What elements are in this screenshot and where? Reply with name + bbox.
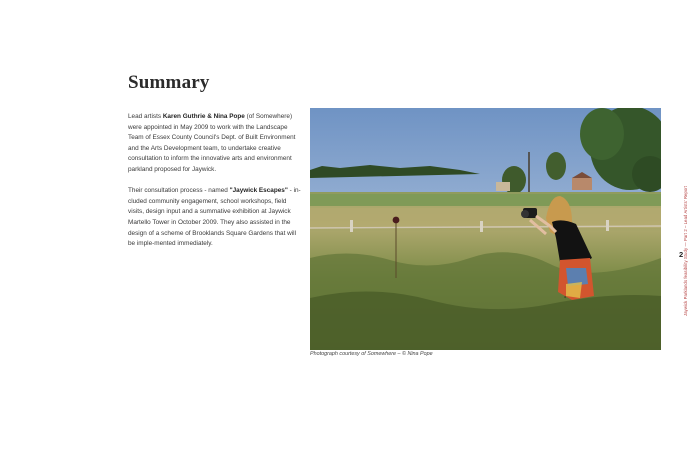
paragraph-1-intro: Lead artists — [128, 113, 163, 120]
paragraph-2-body: - in-cluded community engagement, school workshops, field visits, design input and a summative exhibition at Jaywick Martello Tower in October 2009. They also assisted in the design of a scheme of Brooklands Square Gardens that will be imple-mented immediately. — [128, 187, 301, 248]
artist-names: Karen Guthrie & Nina Pope — [162, 113, 245, 120]
summary-paragraph-2 — [128, 186, 304, 250]
page-number: 2 — [679, 250, 684, 259]
project-name: "Jaywick Escapes" — [229, 187, 288, 195]
summary-paragraph-1 — [128, 112, 304, 176]
page-title: Summary — [128, 72, 210, 93]
paragraph-2-intro: Their consultation process - named — [128, 187, 230, 195]
summary-text — [128, 112, 304, 260]
photo-caption: Photograph courtesy of Somewhere – © Nina Pope — [310, 351, 433, 357]
document-running-title: Jaywick Parklands feasibility Study — Part 2 – Lead Artists' Report — [683, 185, 688, 316]
field-photograph — [310, 108, 661, 350]
paragraph-1-body: (of Somewhere) were appointed in May 2009 to work with the Landscape Team of Essex County Council's Dept. of Built Environment and the Arts Development team, to undertake creative consultation to inform the innovative arts and environment parkland proposed for Jaywick. — [128, 113, 296, 173]
